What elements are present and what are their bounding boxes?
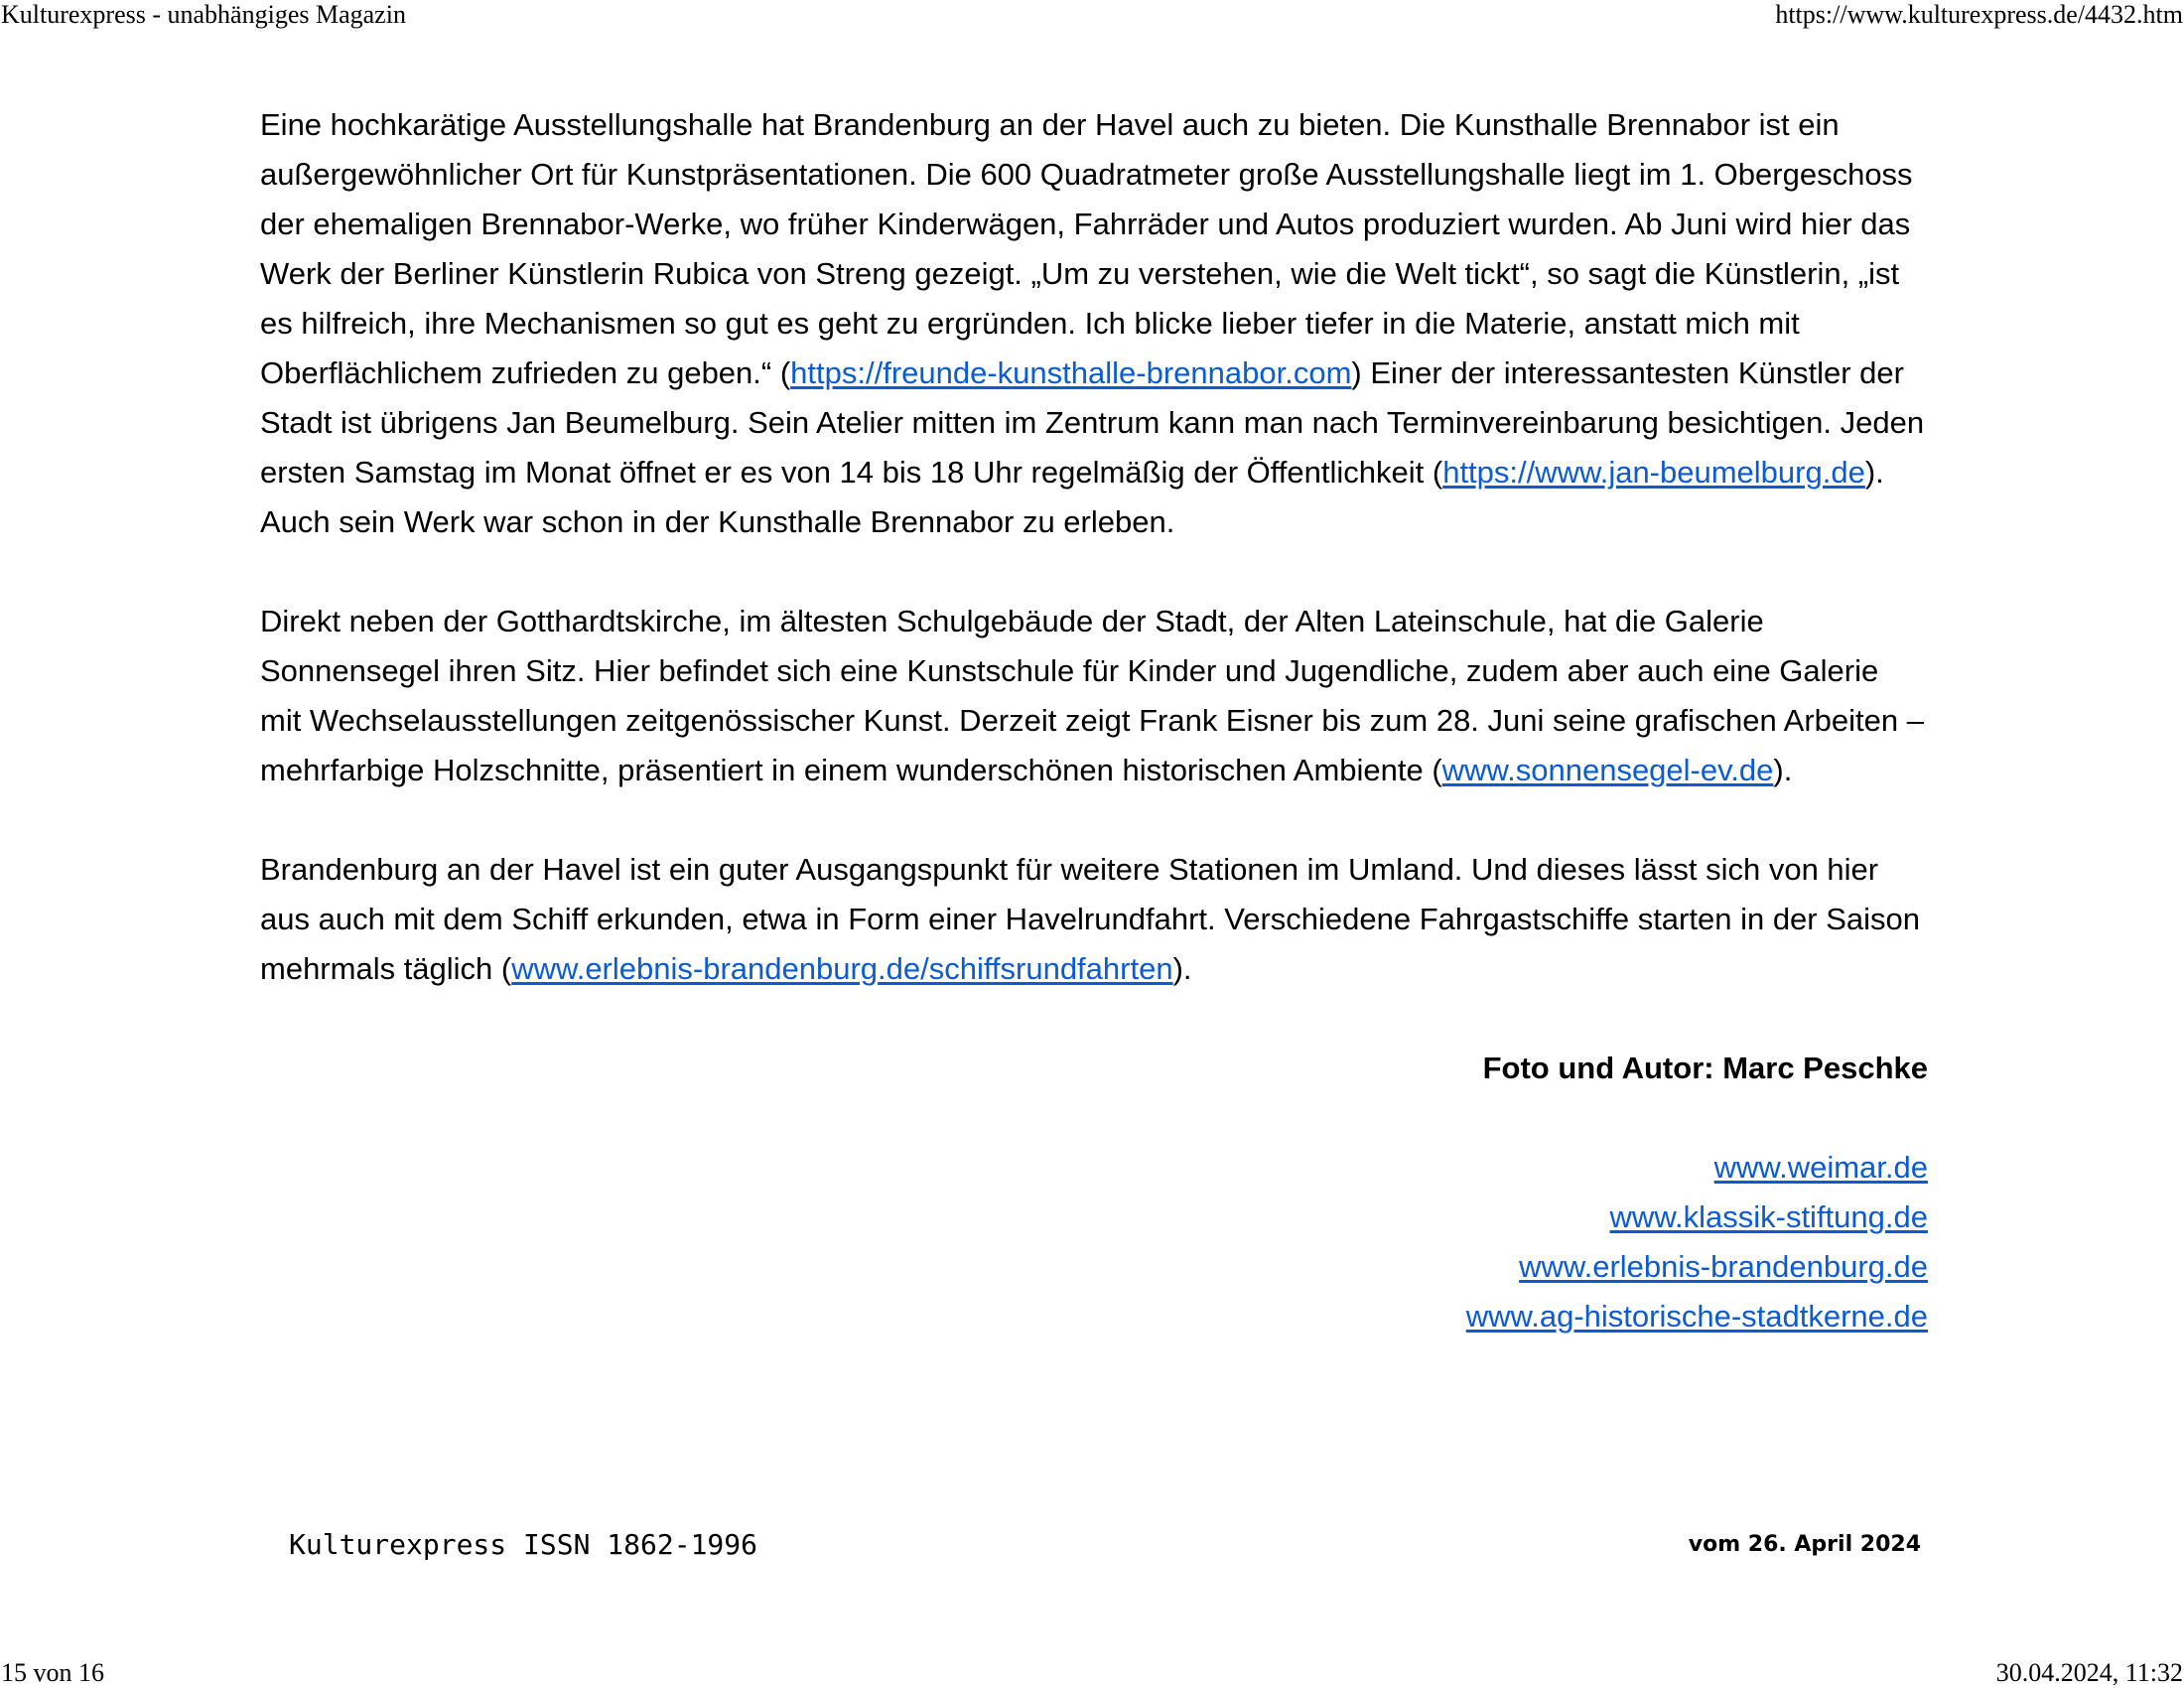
print-header-title: Kulturexpress - unabhängiges Magazin bbox=[1, 0, 406, 29]
paragraph-kunsthalle bbox=[260, 100, 1928, 547]
link-erlebnis-brandenburg[interactable]: www.erlebnis-brandenburg.de bbox=[1519, 1249, 1928, 1284]
paragraph-havelrundfahrt bbox=[260, 845, 1928, 994]
print-header bbox=[0, 0, 2184, 30]
related-links bbox=[260, 1143, 1928, 1341]
print-timestamp: 30.04.2024, 11:32 bbox=[1995, 1658, 2183, 1687]
link-freunde-kunsthalle[interactable]: https://freunde-kunsthalle-brennabor.com bbox=[790, 355, 1352, 390]
paragraph-text: Brandenburg an der Havel ist ein guter Ausgangspunkt für weitere Stationen im Umland. Und dieses lässt sich von hier aus auch mit dem Schiff erkunden, etwa in Form einer Havelrundfahrt. Verschiedene Fahrgastschiffe starten in der Saison mehrmals täglich ( bbox=[260, 852, 1921, 986]
author-credit: Foto und Autor: Marc Peschke bbox=[1482, 1051, 1928, 1085]
link-sonnensegel[interactable]: www.sonnensegel-ev.de bbox=[1441, 753, 1774, 787]
publication-date: vom 26. April 2024 bbox=[1688, 1532, 1921, 1557]
link-weimar[interactable]: www.weimar.de bbox=[1713, 1150, 1928, 1185]
link-schiffsrundfahrten[interactable]: www.erlebnis-brandenburg.de/schiffsrundfahrten bbox=[511, 951, 1173, 986]
paragraph-text: ). Auch sein Werk war schon in der Kunsthalle Brennabor zu erleben. bbox=[260, 455, 1884, 539]
paragraph-text: Eine hochkarätige Ausstellungshalle hat Brandenburg an der Havel auch zu bieten. Die Kunsthalle Brennabor ist ein außergewöhnlicher Ort für Kunstpräsentationen. Die 600 Quadratmeter große Ausstellungshalle liegt im 1. Obergeschoss der ehemaligen Brennabor-Werke, wo früher Kinderwägen, Fahrräder und Autos produziert wurden. Ab Juni wird hier das Werk der Berliner Künstlerin Rubica von Streng gezeigt. „Um zu verstehen, wie die Welt tickt“, so sagt die Künstlerin, „ist es hilfreich, ihre Mechanismen so gut es geht zu ergründen. Ich blicke lieber tiefer in die Materie, anstatt mich mit Oberflächlichem zufrieden zu geben.“ ( bbox=[260, 107, 1913, 390]
print-header-url: https://www.kulturexpress.de/4432.htm bbox=[1775, 0, 2183, 29]
link-klassik-stiftung[interactable]: www.klassik-stiftung.de bbox=[1609, 1199, 1928, 1234]
print-footer bbox=[0, 1658, 2184, 1688]
page-number: 15 von 16 bbox=[1, 1658, 104, 1687]
paragraph-sonnensegel bbox=[260, 597, 1928, 795]
paragraph-text: ) Einer der interessantesten Künstler der Stadt ist übrigens Jan Beumelburg. Sein Atelier mitten im Zentrum kann man nach Terminvereinbarung besichtigen. Jeden ersten Samstag im Monat öffnet er es von 14 bis 18 Uhr regelmäßig der Öffentlichkeit ( bbox=[260, 355, 1925, 490]
paragraph-text: ). bbox=[1773, 753, 1793, 787]
paragraph-text: ). bbox=[1172, 951, 1192, 986]
link-jan-beumelburg[interactable]: https://www.jan-beumelburg.de bbox=[1442, 455, 1865, 490]
masthead-issn: Kulturexpress ISSN 1862-1996 bbox=[289, 1528, 758, 1561]
paragraph-text: Direkt neben der Gotthardtskirche, im ältesten Schulgebäude der Stadt, der Alten Lateinschule, hat die Galerie Sonnensegel ihren Sitz. Hier befindet sich eine Kunstschule für Kinder und Jugendliche, zudem aber auch eine Galerie mit Wechselausstellungen zeitgenössischer Kunst. Derzeit zeigt Frank Eisner bis zum 28. Juni seine grafischen Arbeiten – mehrfarbige Holzschnitte, präsentiert in einem wunderschönen historischen Ambiente ( bbox=[260, 604, 1924, 787]
article-body bbox=[260, 100, 1928, 1341]
link-ag-historische-stadtkerne[interactable]: www.ag-historische-stadtkerne.de bbox=[1465, 1299, 1928, 1334]
